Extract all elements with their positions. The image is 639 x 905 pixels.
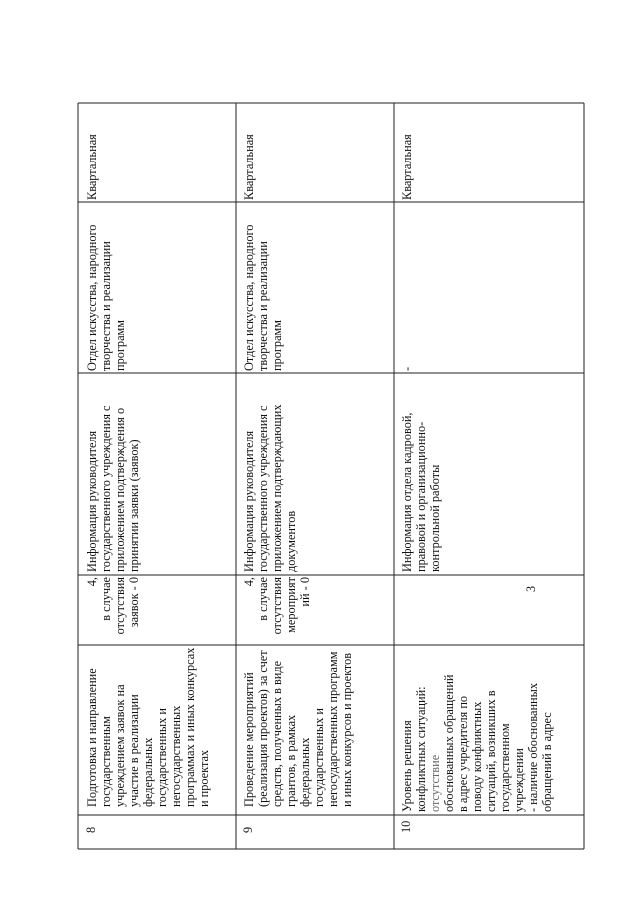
responsible-cell: Отдел искусства, народного творчества и реализации программ [85, 224, 127, 371]
criterion-cell: 4, в случае отсутствия заявок - 0 [85, 577, 141, 635]
activity-cell: Уровень решения конфликтных ситуаций: отсутствие обоснованных обращений в адрес учредителя по поводу конфликтных ситуаций, возникших в государственном учреждении - наличие обоснованных обращений в адрес [400, 674, 554, 812]
page-number: 3 [524, 585, 538, 592]
info-source-cell: Информация руководителя государственного учреждения с приложением подтверждения о принятии заявки (заявок) [85, 405, 141, 572]
periodicity-cell: Квартальная [85, 134, 99, 200]
row-number: 9 [241, 826, 255, 833]
activity-cell: Проведение мероприятий (реализация проектов) за счет средств, полученных в виде грантов, в рамках федеральных государственных и негосударственных программ и иных конкурсов и проектов [242, 650, 354, 807]
activity-cell: Подготовка и направление государственным учреждением заявок на участие в реализации федеральных государственных и негосударственных программах и иных конкурсах и проектах [85, 647, 211, 807]
periodicity-cell: Квартальная [242, 134, 256, 200]
responsible-cell: Отдел искусства, народного творчества и реализации программ [242, 224, 284, 371]
criterion-cell: 4, в случае отсутствия мероприят ий - 0 [242, 577, 312, 635]
responsible-cell: - [400, 366, 414, 371]
periodicity-cell: Квартальная [400, 134, 414, 200]
info-source-cell: Информация отдела кадровой, правовой и организационно-контрольной работы [400, 412, 442, 572]
row-number: 8 [84, 826, 98, 833]
row-number: 10 [399, 820, 413, 833]
info-source-cell: Информация руководителя государственного учреждения с приложением подтверждающих документов [242, 404, 298, 572]
